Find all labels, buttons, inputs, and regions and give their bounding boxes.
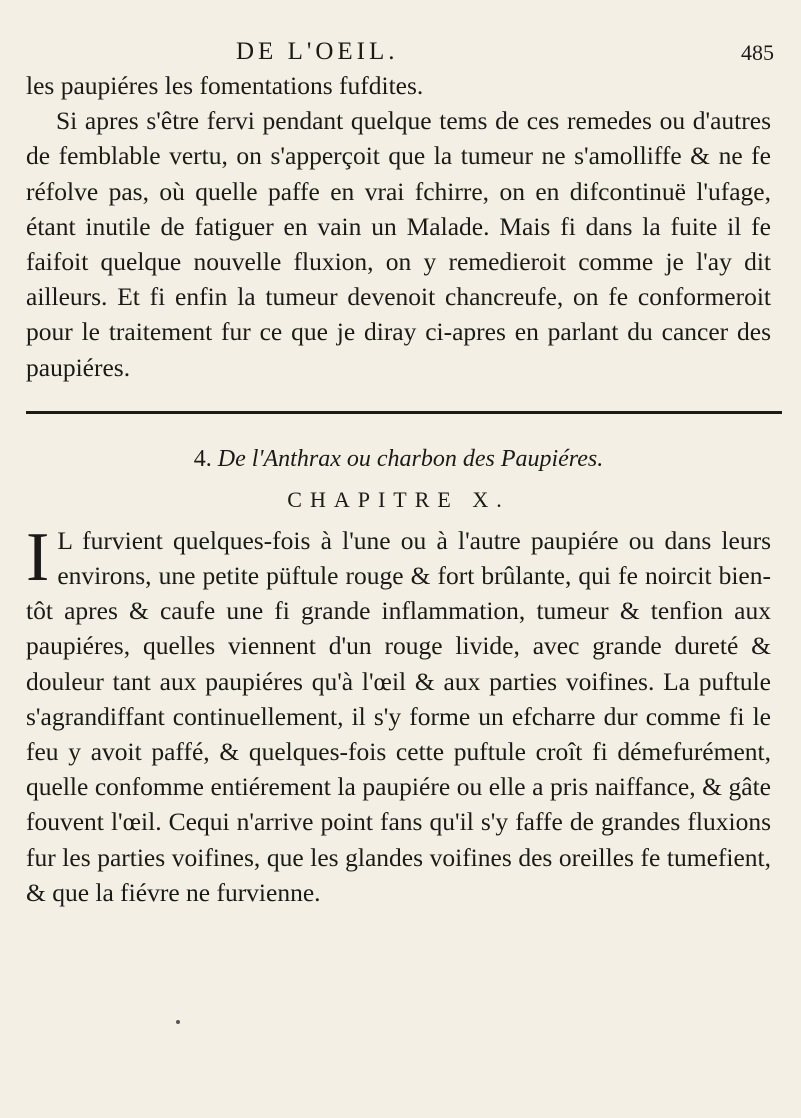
ink-speck [176, 1020, 180, 1024]
body-text [26, 68, 771, 385]
section-title [26, 446, 771, 473]
page-number: 485 [741, 40, 774, 65]
chapter-paragraph-text: L furvient quelques-fois à l'une ou à l'autre paupiére ou dans leurs environs, une petite püftule rouge & fort brûlante, qui fe noircit bien-tôt apres & caufe une fi grande inflammation, tumeur & tenfion aux paupiéres, quelles viennent d'un rouge livide, avec grande dureté & douleur tant aux paupiéres qu'à l'œil & aux parties voifines. La puftule s'agrandiffant continuellement, il s'y forme un efcharre dur comme fi le feu y avoit paffé, & quelques-fois cette puftule croît fi démefurément, quelle confomme entiérement la paupiére ou elle a pris naiffance, & gâte fouvent l'œil. Cequi n'arrive point fans qu'il s'y faffe de grandes fluxions fur les parties voifines, que les glandes voifines des oreilles fe tumefient, & que la fiévre ne furvienne. [26, 525, 771, 907]
section-rule [26, 411, 782, 414]
running-head: DE L'OEIL. [236, 38, 399, 65]
paragraph-remedies: Si apres s'être fervi pendant quelque tems de ces remedes ou d'autres de femblable vertu, on s'apperçoit que la tumeur ne s'amolliffe & ne fe réfolve pas, où quelle paffe en vrai fchirre, on en difcontinuë l'ufage, étant inutile de fatiguer en vain un Malade. Mais fi dans la fuite il fe faifoit quelque nouvelle fluxion, on y remedieroit comme je l'ay dit ailleurs. Et fi enfin la tumeur devenoit chancreufe, on fe conformeroit pour le traitement fur ce que je diray ci-apres en parlant du cancer des paupiéres. [26, 106, 771, 382]
section-number: 4. [193, 445, 212, 472]
chapter-heading: CHAPITRE X. [287, 486, 510, 512]
paragraph-continuation: les paupiéres les fomentations fufdites. [26, 71, 424, 100]
page-header [26, 38, 782, 68]
chapter-body [26, 518, 771, 910]
chapter-paragraph [26, 518, 771, 910]
section-title-text: De l'Anthrax ou charbon des Paupiéres. [217, 445, 604, 472]
drop-cap: I [26, 518, 50, 596]
